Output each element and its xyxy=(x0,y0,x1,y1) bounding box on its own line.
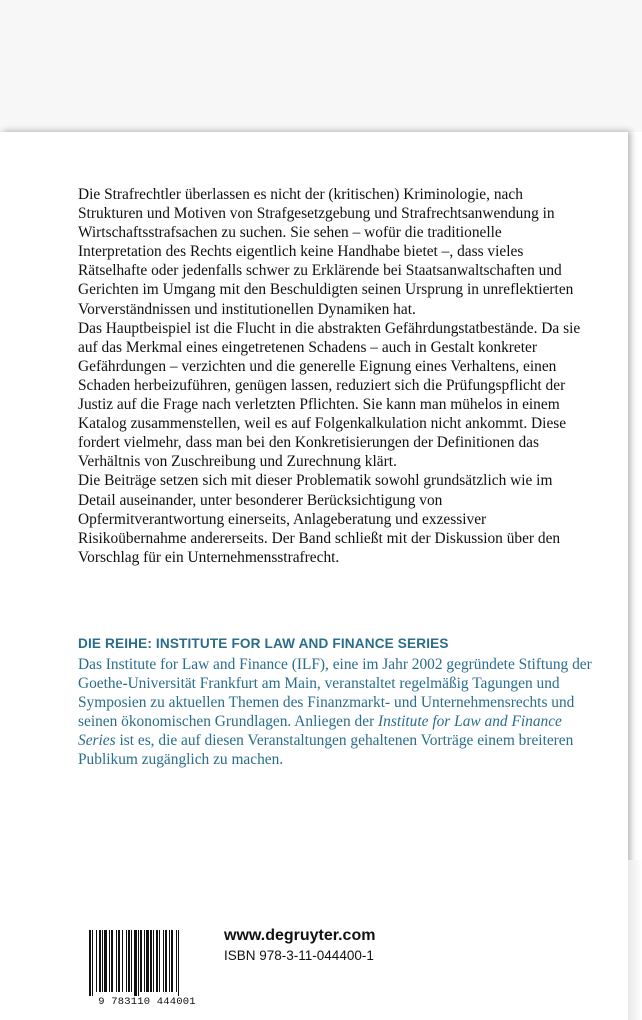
barcode-bar xyxy=(169,930,170,992)
barcode-bar xyxy=(171,930,173,992)
barcode-bar xyxy=(111,930,113,992)
barcode-bar xyxy=(146,930,149,992)
barcode-bar xyxy=(92,930,93,996)
barcode-bar xyxy=(153,930,154,992)
barcode-bar xyxy=(134,930,137,996)
blurb-paragraph-2: Das Hauptbeispiel ist die Flucht in die abstrakten Gefährdungstatbestände. Da sie auf das Merkmal eines eingetretenen Schadens – auch in Gestalt konkreter Gefährdungen – verzichten und die generelle Eignung eines Verhaltens, einen Schaden herbeizuführen, genügen lassen, reduziert sich die Prüfungspflicht der Justiz auf die Frage nach verletzten Pflichten. Sie kann man mühelos in einem Katalog zusammenstellen, weil es auf Folgenkalkulation nicht ankommt. Diese fordert vielmehr, dass man bei den Konkretisierungen der Definitionen das Verhältnis von Zuschreibung und Zurechnung klärt. xyxy=(78,319,581,471)
barcode-bar xyxy=(156,930,158,992)
barcode-bar xyxy=(126,930,127,992)
barcode-bar xyxy=(118,930,120,992)
barcode-bar xyxy=(176,930,177,992)
barcode-bar xyxy=(104,930,107,992)
barcode-bar xyxy=(159,930,160,992)
isbn-number: ISBN 978-3-11-044400-1 xyxy=(224,948,374,963)
series-heading: DIE REIHE: INSTITUTE FOR LAW AND FINANCE SERIES xyxy=(78,636,449,651)
blurb-paragraph-1: Die Strafrechtler überlassen es nicht der (kritischen) Kriminologie, nach Strukturen und Motiven von Strafgesetzgebung und Strafrechtsanwendung in Wirtschaftsstrafsachen zu suchen. Sie sehen – wofür die traditionelle Interpretation des Rechts eigentlich keine Handhabe bietet –, dass vieles Rätselhafte oder jedenfalls schwer zu Erklärende bei Staatsanwaltschaften und Gerichten im Umgang mit den Beschuldigten seinen Ursprung in unreflektierten Vorverständnissen und institutionellen Dynamiken hat. xyxy=(78,186,574,318)
barcode-bar xyxy=(163,930,164,992)
barcode-bar xyxy=(138,930,139,996)
barcode-bar xyxy=(144,930,145,992)
barcode-bar xyxy=(96,930,97,992)
book-edge-shadow xyxy=(628,860,642,1020)
barcode-bar xyxy=(165,930,167,992)
barcode-bar xyxy=(99,930,101,992)
barcode-bar xyxy=(128,930,130,992)
barcode-digits: 9 783110 444001 xyxy=(98,996,196,1008)
barcode-bar xyxy=(122,930,123,992)
series-name-italic: Institute for Law and Finance Series xyxy=(78,713,562,750)
series-text-part1: Das Institute for Law and Finance (ILF), eine im Jahr 2002 gegründete Stiftung der Goethe-Universität Frankfurt am Main, veranstaltet regelmäßig Tagungen und Symposien zu aktuellen Themen des Finanzmarkt- und Unternehmensrechts und seinen ökonomischen Grundlagen. Anliegen der xyxy=(78,656,592,731)
barcode-bar xyxy=(131,930,132,992)
barcode-bar xyxy=(178,930,179,996)
series-description xyxy=(78,655,598,770)
barcode-bar xyxy=(102,930,103,992)
background-top xyxy=(0,0,642,132)
isbn-barcode xyxy=(88,930,206,998)
barcode-bar xyxy=(150,930,152,992)
barcode-bar xyxy=(116,930,117,992)
blurb-paragraph-3: Die Beiträge setzen sich mit dieser Problematik sowohl grundsätzlich wie im Detail auseinander, unter besonderer Berücksichtigung von Opfermitverantwortung einerseits, Anlageberatung und exzessiver Risikoübernahme andererseits. Der Band schließt mit der Diskussion über den Vorschlag für ein Unternehmensstrafrecht. xyxy=(78,472,561,566)
publisher-url[interactable]: www.degruyter.com xyxy=(224,927,376,944)
barcode-bar xyxy=(140,930,142,992)
barcode-bar xyxy=(89,930,91,996)
blurb-text xyxy=(78,185,588,567)
barcode-bar xyxy=(109,930,110,992)
barcode-icon xyxy=(88,930,206,996)
series-text-part2: ist es, die auf diesen Veranstaltungen gehaltenen Vorträge einem breiteren Publikum zugänglich zu machen. xyxy=(78,732,574,769)
